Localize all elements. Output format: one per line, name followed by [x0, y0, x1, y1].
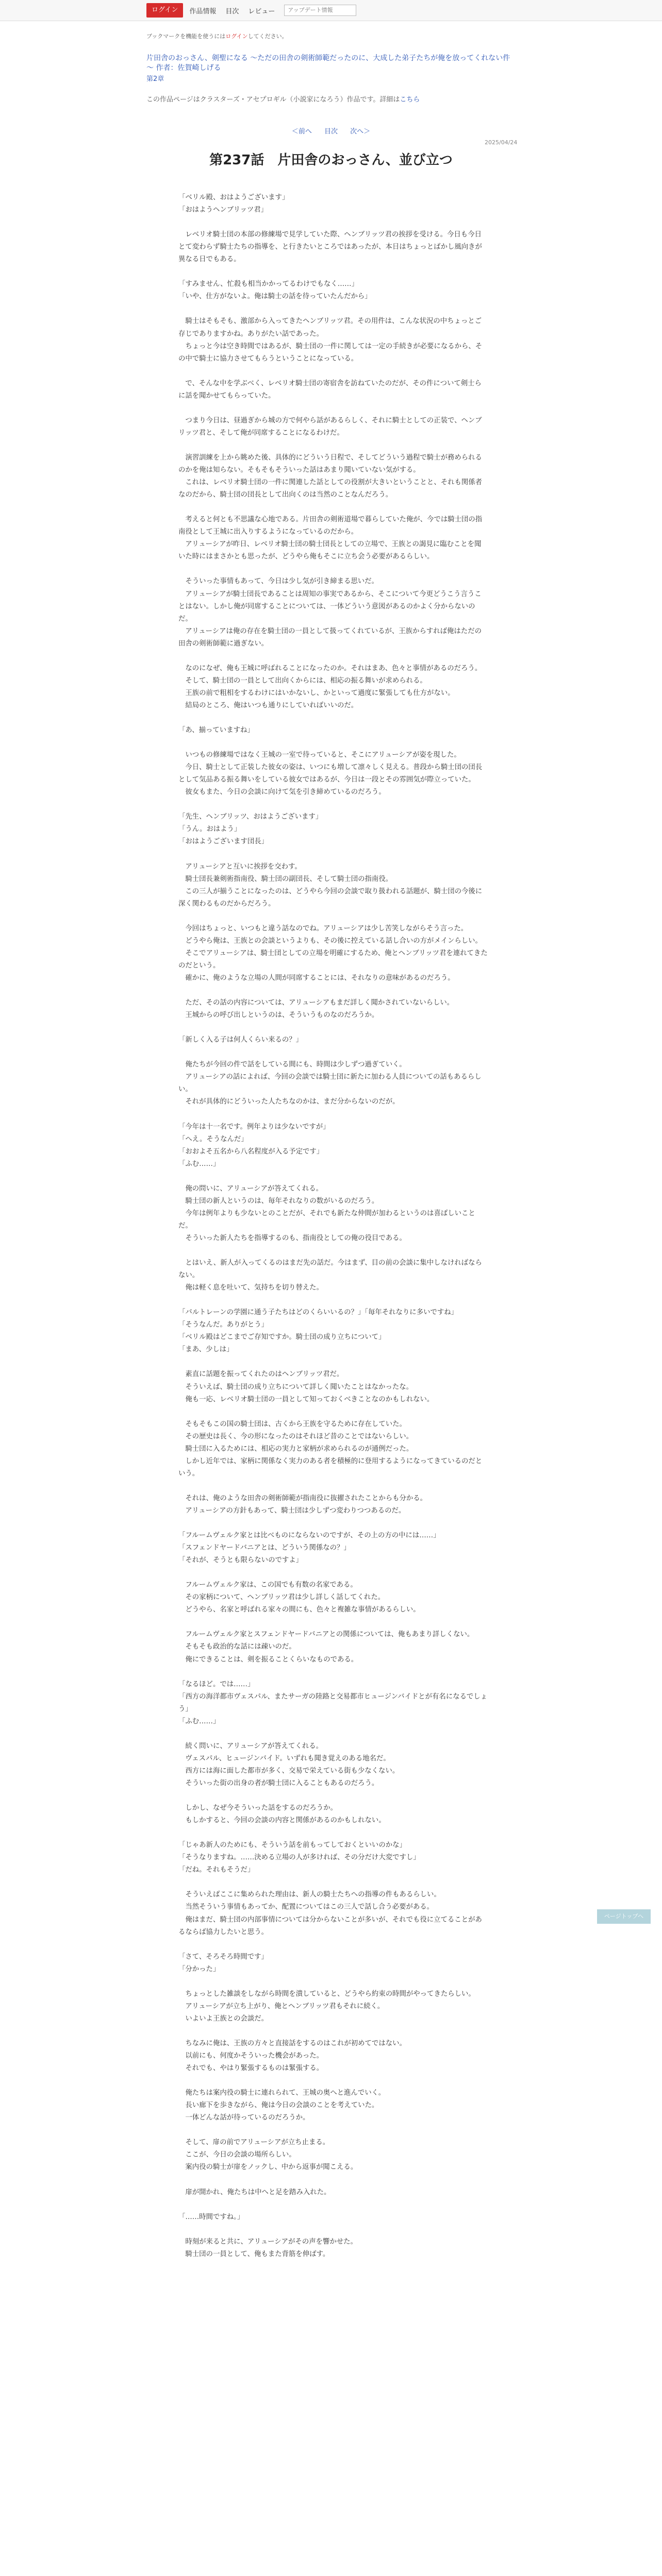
section-label[interactable]: 第2章: [146, 75, 164, 83]
back-to-top-button[interactable]: ページトップへ: [597, 1909, 651, 1924]
next-chapter-link[interactable]: 次へ＞: [350, 128, 371, 135]
bookmark-login-link[interactable]: ログイン: [225, 33, 248, 40]
nav-item-review[interactable]: レビュー: [248, 7, 275, 15]
chapter-body: 「ベリル殿、おはようございます」 「おはようヘンブリッツ君」 レベリオ騎士団の本部の修練場で見学していた際、ヘンブリッツ君の挨拶を受ける。今日も今日とて変わらず騎士たちの指導を、と行きたいところではあったが、本日はちょっとばかし風向きが異なる日でもある。 「すみません、忙殺も相当かかってるわけでもなく……」 「いや、仕方がないよ。俺は騎士の話を待っていたんだから」 騎士はそもそも、激部から入ってきたヘンブリッツ君。その用件は、こんな状況の中ちょっとご存じでありますかね。ありがたい話であった。 ちょっと今は空き時間ではあるが、騎士団の一件に関しては一定の手続きが必要になるから、その中で騎士に協力させてもらうということになっている。 で、そんな中を学ぶべく、レベリオ騎士団の寄宿舎を訪ねていたのだが、その件について剣士らに話を聞かせてもらっていた。 つまり今日は、昼過ぎから城の方で何やら話があるらしく、それに騎士としての正装で、ヘンブリッツ君と、そして俺が同席することになるわけだ。 演習訓練を上から眺めた後、具体的にどういう日程で、そしてどういう過程で騎士が務められるのかを俺は知らない。そもそもそういった話はあまり聞いていない気がする。 これは、レベリオ騎士団の一件に関連した話としての役割が大きいということと、それも関係者なのだから、騎士団の団長として出向くのは当然のことなんだろう。 考えると何とも不思議な心地である。片田舎の剣術道場で暮らしていた俺が、今では騎士団の指南役として王城に出入りするようになっているのだから。 アリューシアが昨日、レベリオ騎士団の騎士団長としての立場で、王族との謁見に臨むことを聞いた時にはまさかとも思ったが、どうやら俺もそこに立ち会う必要があるらしい。 そういった事情もあって、今日は少し気が引き締まる思いだ。 アリューシアが騎士団長であることは周知の事実であるから、そこについて今更どうこう言うことはない。しかし俺が同席することについては、一体どういう意図があるのかよく分からないのだ。 アリューシアは俺の存在を騎士団の一員として扱ってくれているが、王族からすれば俺はただの田舎の剣術師範に過ぎない。 なのになぜ、俺も王城に呼ばれることになったのか。それはまあ、色々と事情があるのだろう。 そして、騎士団の一員として出向くからには、相応の振る舞いが求められる。 王族の前で粗相をするわけにはいかないし、かといって過度に緊張しても仕方がない。 結局のところ、俺はいつも通りにしていればいいのだ。 「あ、揃っていますね」 いつもの修練場ではなく王城の一室で待っていると、そこにアリューシアが姿を現した。 今日、騎士として正装した彼女の姿は、いつにも増して凛々しく見える。普段から騎士団の団長として気品ある振る舞いをしている彼女ではあるが、今日は一段とその雰囲気が際立っていた。 彼女もまた、今日の会談に向けて気を引き締めているのだろう。 「先生、ヘンブリッツ、おはようございます」 「うん。おはよう」 「おはようございます団長」 アリューシアと互いに挨拶を交わす。 騎士団長兼剣術指南役、騎士団の副団長、そして騎士団の指南役。 この三人が揃うことになったのは、どうやら今回の会談で取り扱われる話題が、騎士団の今後に深く関わるものだからだろう。 今回はちょっと、いつもと違う話なのでね。アリューシアは少し苦笑しながらそう言った。 どうやら俺は、王族との会談というよりも、その後に控えている話し合いの方がメインらしい。 そこでアリューシアは、騎士団としての立場を明確にするため、俺とヘンブリッツ君を連れてきたのだという。 確かに、俺のような立場の人間が同席することには、それなりの意味があるのだろう。 ただ、その話の内容については、アリューシアもまだ詳しく聞かされていないらしい。 王城からの呼び出しというのは、そういうものなのだろうか。 「新しく入る子は何人くらい来るの？」 俺たちが今回の件で話をしている間にも、時間は少しずつ過ぎていく。 アリューシアの話によれば、今回の会談では騎士団に新たに加わる人員についての話もあるらしい。 それが具体的にどういった人たちなのかは、まだ分からないのだが。 「今年は十一名です。例年よりは少ないですが」 「へえ。そうなんだ」 「おおよそ五名から八名程度が入る予定です」 「ふむ……」 俺の問いに、アリューシアが答えてくれる。 騎士団の新人というのは、毎年それなりの数がいるのだろう。 今年は例年よりも少ないとのことだが、それでも新たな仲間が加わるというのは喜ばしいことだ。 そういった新人たちを指導するのも、指南役としての俺の役目である。 とはいえ、新人が入ってくるのはまだ先の話だ。今はまず、目の前の会談に集中しなければならない。 俺は軽く息を吐いて、気持ちを切り替えた。 「バルトレーンの学園に通う子たちはどのくらいいるの？」「毎年それなりに多いですね」 「そうなんだ。ありがとう」 「ベリル殿はどこまでご存知ですか。騎士団の成り立ちについて」 「まあ、少しは」 素直に話題を振ってくれたのはヘンブリッツ君だ。 そういえば、騎士団の成り立ちについて詳しく聞いたことはなかったな。 俺も一応、レベリオ騎士団の一員として知っておくべきことなのかもしれない。 そもそもこの国の騎士団は、古くから王族を守るために存在していた。 その歴史は長く、今の形になったのはそれほど昔のことではないらしい。 騎士団に入るためには、相応の実力と家柄が求められるのが通例だった。 しかし近年では、家柄に関係なく実力のある者を積極的に登用するようになってきているのだという。 それは、俺のような田舎の剣術師範が指南役に抜擢されたことからも分かる。 アリューシアの方針もあって、騎士団は少しずつ変わりつつあるのだ。 「フルームヴェルク家とは比べものにならないのですが、その上の方の中には……」 「スフェンドヤードバニアとは、どういう関係なの？」 「それが、そうとも限らないのですよ」 フルームヴェルク家は、この国でも有数の名家である。 その家柄について、ヘンブリッツ君は少し詳しく話してくれた。 どうやら、名家と呼ばれる家々の間にも、色々と複雑な事情があるらしい。 フルームヴェルク家とスフェンドヤードバニアとの関係については、俺もあまり詳しくない。 そもそも政治的な話には疎いのだ。 俺にできることは、剣を振ることくらいなものである。 「なるほど。では……」 「西方の海洋都市ヴェスパル、またサーガの陸路と交易都市ヒュージンバイドとが有名になるでしょう」 「ふむ……」 続く問いに、アリューシアが答えてくれる。 ヴェスパル、ヒュージンバイド。いずれも聞き覚えのある地名だ。 西方には海に面した都市が多く、交易で栄えている街も少なくない。 そういった街の出身の者が騎士団に入ることもあるのだろう。 しかし、なぜ今そういった話をするのだろうか。 もしかすると、今回の会談の内容と関係があるのかもしれない。 「じゃあ新人のためにも、そういう話を前もってしておくといいのかな」 「そうなりますね。……決める立場の人が多ければ、その分だけ大変ですし」 「だね。それもそうだ」 そういえばここに集められた理由は、新人の騎士たちへの指導の件もあるらしい。 当然そういう事情もあってか、配置についてはこの三人で話し合う必要がある。 俺はまだ、騎士団の内部事情については分からないことが多いが、それでも役に立てることがあるならば協力したいと思う。 「さて、そろそろ時間です」 「分かった」 ちょっとした雑談をしながら時間を潰していると、どうやら約束の時間がやってきたらしい。 アリューシアが立ち上がり、俺とヘンブリッツ君もそれに続く。 いよいよ王族との会談だ。 ちなみに俺は、王族の方々と直接話をするのはこれが初めてではない。 以前にも、何度かそういった機会があった。 それでも、やはり緊張するものは緊張する。 俺たちは案内役の騎士に連れられて、王城の奥へと進んでいく。 長い廊下を歩きながら、俺は今日の会談のことを考えていた。 一体どんな話が待っているのだろうか。 そして、扉の前でアリューシアが立ち止まる。 ここが、今日の会談の場所らしい。 案内役の騎士が扉をノックし、中から返事が聞こえる。 扉が開かれ、俺たちは中へと足を踏み入れた。 「……時間ですね。」 時刻が来ると共に、アリューシアがその声を響かせた。 騎士団の一員として、俺もまた背筋を伸ばす。: [178, 194, 488, 2258]
notice-link[interactable]: こちら: [400, 96, 420, 104]
toc-link[interactable]: 目次: [324, 128, 338, 135]
top-header: [0, 0, 662, 21]
prev-chapter-link[interactable]: ＜前へ: [291, 128, 312, 135]
nav-item-work-info[interactable]: 作品情報: [189, 7, 217, 15]
chapter-nav-top: [0, 126, 662, 135]
work-notice: [146, 94, 420, 104]
nav-item-toc[interactable]: 目次: [225, 7, 239, 15]
login-button[interactable]: ログイン: [146, 3, 183, 18]
series-title-link[interactable]: 片田舎のおっさん、剣聖になる ～ただの田舎の剣術師範だったのに、大成した弟子たちが俺を放ってくれない件～ 作者：佐賀崎しげる: [146, 54, 510, 72]
header-inner: [146, 0, 356, 21]
bookmark-note: [146, 32, 288, 40]
search-input[interactable]: [284, 5, 356, 16]
bookmark-note-prefix: ブックマークを機能を使うには: [146, 33, 226, 40]
bookmark-note-suffix: してください。: [247, 33, 288, 40]
chapter-title: 第237話 片田舎のおっさん、並び立つ: [209, 152, 453, 168]
notice-text: この作品ページはクラスターズ・アセプロギル（小説家になろう）作品です。詳細は: [146, 96, 400, 104]
publish-date: 2025/04/24: [485, 139, 518, 146]
